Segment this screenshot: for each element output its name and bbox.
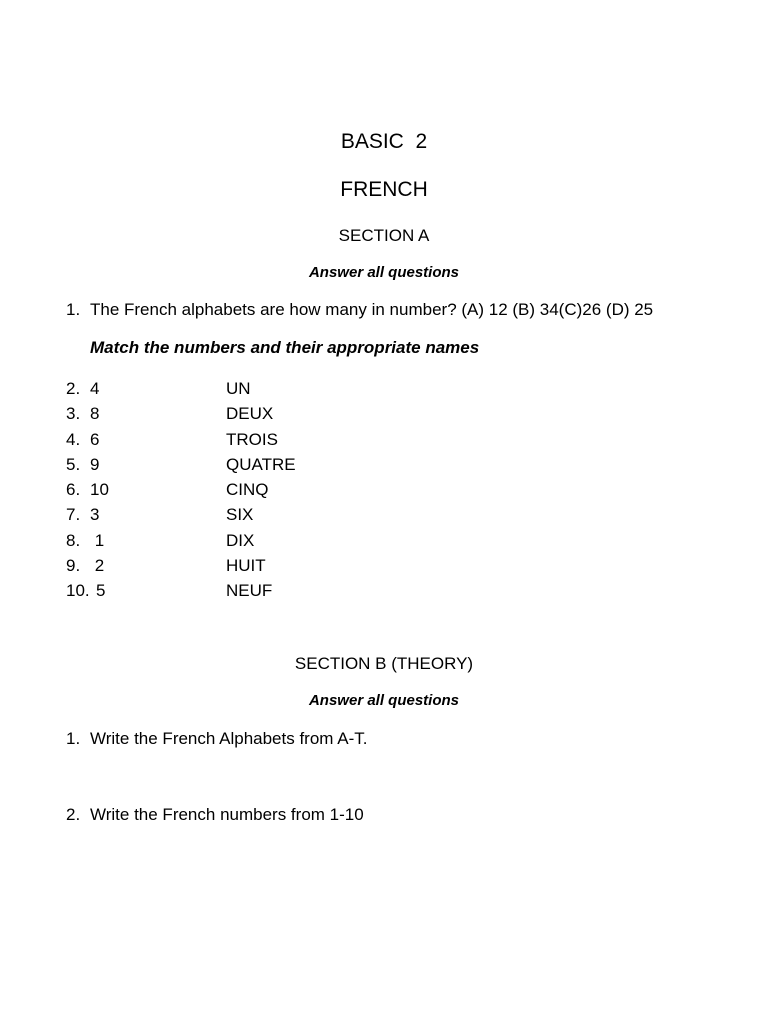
match-item-name: HUIT xyxy=(226,556,266,576)
match-item-name: SIX xyxy=(226,505,254,525)
match-item-number: 9. xyxy=(66,556,81,576)
section-b-question-2 xyxy=(66,805,364,825)
match-item-name: NEUF xyxy=(226,581,273,601)
match-item-value: 1 xyxy=(90,530,105,550)
match-item-value: 5 xyxy=(96,581,106,601)
question-text: Write the French Alphabets from A-T. xyxy=(90,729,368,748)
match-item-number: 10. xyxy=(66,581,90,601)
section-b-title: SECTION B (THEORY) xyxy=(294,654,474,673)
match-item-number: 4. xyxy=(66,429,81,449)
match-item-value: 3 xyxy=(90,505,100,525)
match-item-name: DIX xyxy=(226,530,255,550)
section-b-instruction: Answer all questions xyxy=(308,692,460,709)
match-item-value: 9 xyxy=(90,454,100,474)
match-item-name: DEUX xyxy=(226,404,274,424)
class-title: BASIC 2 xyxy=(340,130,428,153)
match-item-value: 10 xyxy=(90,480,109,500)
match-item-name: TROIS xyxy=(226,429,278,449)
match-item-number: 5. xyxy=(66,454,81,474)
match-item-number: 3. xyxy=(66,404,81,424)
question-number: 2. xyxy=(66,805,81,824)
question-number: 1. xyxy=(66,729,81,748)
match-item-value: 2 xyxy=(90,556,105,576)
question-number: 1. xyxy=(66,300,81,319)
section-a-title: SECTION A xyxy=(338,226,430,245)
match-item-value: 4 xyxy=(90,379,100,398)
match-item-number: 2. xyxy=(66,379,81,398)
match-item-number: 6. xyxy=(66,480,81,500)
match-item-number: 8. xyxy=(66,530,81,550)
section-a-instruction: Answer all questions xyxy=(308,264,460,281)
match-item-number: 7. xyxy=(66,505,81,525)
match-item-name: QUATRE xyxy=(226,454,296,474)
question-text: Write the French numbers from 1-10 xyxy=(90,805,364,824)
match-item-name: UN xyxy=(226,379,251,398)
section-b-question-1 xyxy=(66,729,367,749)
section-a-question-1 xyxy=(66,300,653,320)
match-item-value: 6 xyxy=(90,429,100,449)
match-item-value: 8 xyxy=(90,404,100,424)
subject-title: FRENCH xyxy=(340,178,428,201)
question-text: The French alphabets are how many in number? (A) 12 (B) 34(C)26 (D) 25 xyxy=(90,300,654,319)
match-heading: Match the numbers and their appropriate names xyxy=(90,338,480,357)
match-item-name: CINQ xyxy=(226,480,269,500)
